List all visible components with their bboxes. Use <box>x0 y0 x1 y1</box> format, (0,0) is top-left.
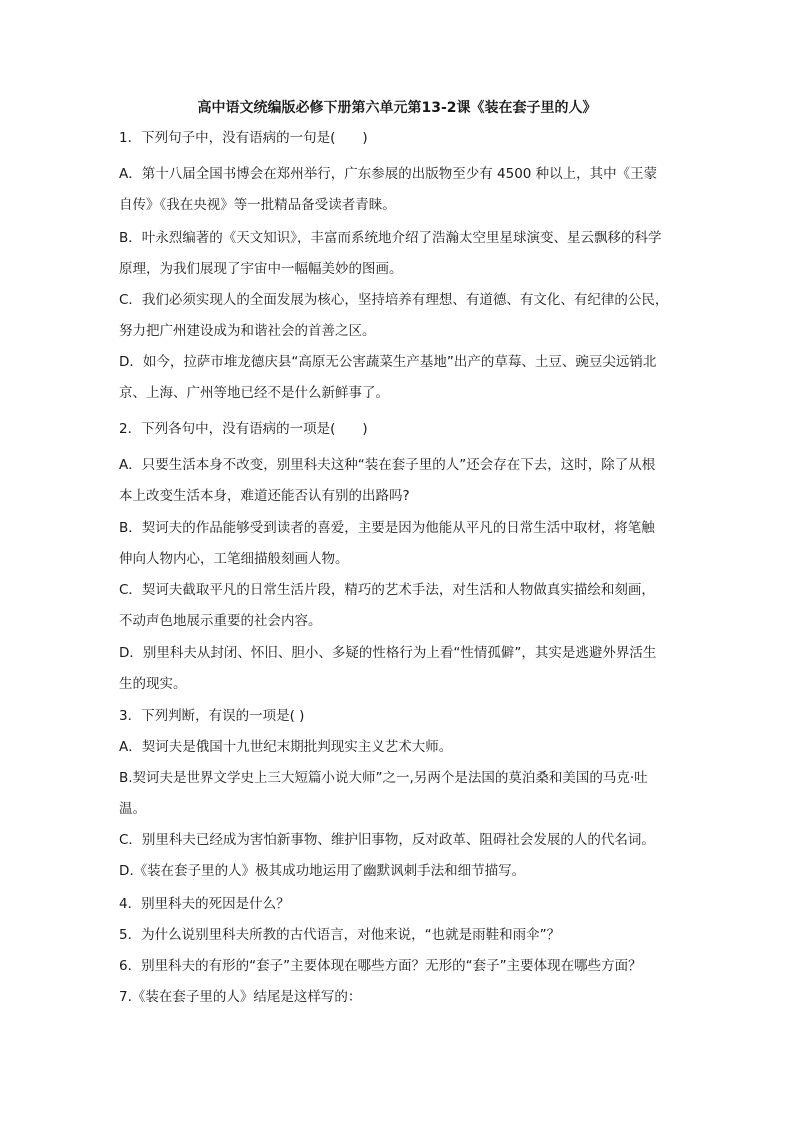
question-3-option-a: A．契诃夫是俄国十九世纪末期批判现实主义艺术大师。 <box>119 739 453 755</box>
question-1-option-a-line-2: 自传》《我在央视》等一批精品备受读者青睐。 <box>119 197 396 213</box>
question-3-option-b-line-2: 温。 <box>119 801 146 817</box>
question-2-stem: 2．下列各句中，没有语病的一项是( ) <box>119 421 368 437</box>
question-2-option-d-line-2: 生的现实。 <box>119 676 187 692</box>
question-3-stem: 3．下列判断，有误的一项是( ) <box>119 708 305 724</box>
question-3-option-c: C．别里科夫已经成为害怕新事物、维护旧事物，反对政革、阻碍社会发展的人的代名词。 <box>119 832 655 848</box>
question-5: 5．为什么说别里科夫所教的古代语言，对他来说，“也就是雨鞋和雨伞”？ <box>119 927 561 943</box>
question-1-option-a-line-1: A．第十八届全国书博会在郑州举行，广东参展的出版物至少有 4500 种以上，其中《王蒙 <box>119 166 658 182</box>
question-1-option-d-line-2: 京、上海、广州等地已经不是什么新鲜事了。 <box>119 385 389 401</box>
question-1-option-d-line-1: D．如今，拉萨市堆龙德庆县“高原无公害蔬菜生产基地”出产的草莓、土豆、豌豆尖远销北 <box>119 354 657 370</box>
question-2-option-d-line-1: D．别里科夫从封闭、怀旧、胆小、多疑的性格行为上看“性情孤僻”，其实是逃避外界活生 <box>119 645 657 661</box>
question-1-option-c-line-1: C．我们必须实现人的全面发展为核心，坚持培养有理想、有道德、有文化、有纪律的公民， <box>119 292 669 308</box>
question-2-option-b-line-2: 伸向人物内心，工笔细描般刻画人物。 <box>119 551 349 567</box>
question-3-option-d: D.《装在套子里的人》极其成功地运用了幽默讽刺手法和细节描写。 <box>119 863 526 879</box>
question-1-option-c-line-2: 努力把广州建设成为和谐社会的首善之区。 <box>119 323 376 339</box>
question-1-option-b-line-1: B．叶永烈编著的《天文知识》，丰富而系统地介绍了浩瀚太空里星球演变、星云飘移的科学 <box>119 230 662 246</box>
document-title: 高中语文统编版必修下册第六单元第13-2课《装在套子里的人》 <box>197 100 597 116</box>
question-2-option-c-line-2: 不动声色地展示重要的社会内容。 <box>119 613 322 629</box>
question-6: 6．别里科夫的有形的“套子”主要体现在哪些方面？无形的“套子”主要体现在哪些方面？ <box>119 958 642 974</box>
question-2-option-a-line-2: 本上改变生活本身，难道还能否认有别的出路吗? <box>119 488 410 504</box>
question-4: 4．别里科夫的死因是什么？ <box>119 896 290 912</box>
question-2-option-b-line-1: B．契诃夫的作品能够受到读者的喜爱，主要是因为他能从平凡的日常生活中取材，将笔触 <box>119 520 655 536</box>
question-1-stem: 1．下列句子中，没有语病的一句是( ) <box>119 130 368 146</box>
question-1-option-b-line-2: 原理，为我们展现了宇宙中一幅幅美妙的图画。 <box>119 261 403 277</box>
question-3-option-b-line-1: B.契诃夫是世界文学史上三大短篇小说大师”之一,另两个是法国的莫泊桑和美国的马克·吐 <box>119 770 648 786</box>
question-2-option-c-line-1: C．契诃夫截取平凡的日常生活片段，精巧的艺术手法，对生活和人物做真实描绘和刻画， <box>119 582 655 598</box>
question-2-option-a-line-1: A．只要生活本身不改变，别里科夫这种“装在套子里的人”还会存在下去，这时，除了从根 <box>119 457 656 473</box>
question-7: 7.《装在套子里的人》结尾是这样写的： <box>119 989 362 1005</box>
